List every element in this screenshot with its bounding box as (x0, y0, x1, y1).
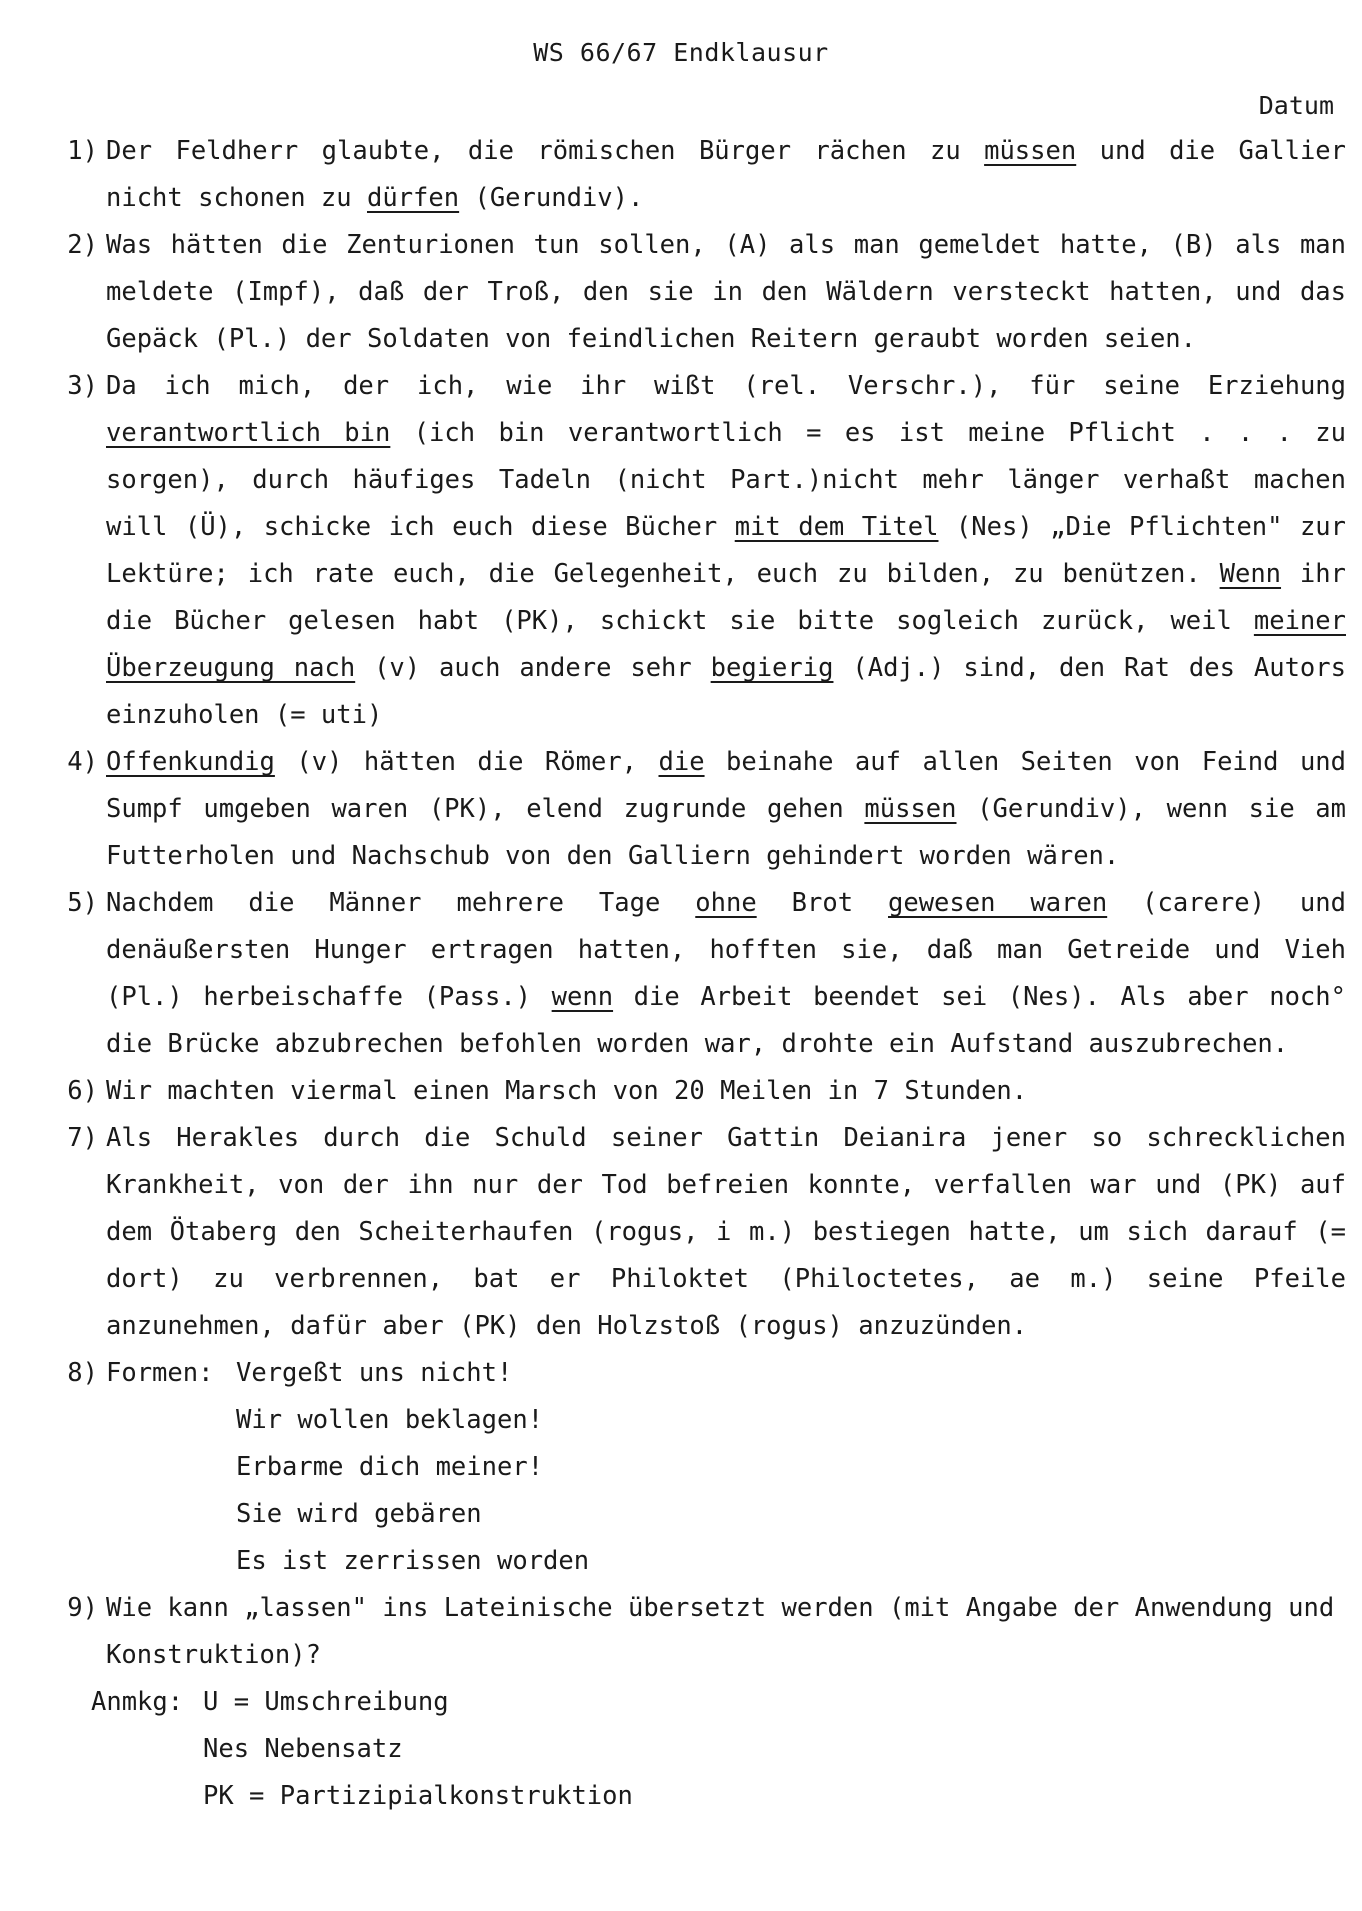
task-item-4 (46, 739, 1346, 880)
underlined-phrase: gewesen waren (888, 888, 1108, 918)
task-item-7 (46, 1115, 1346, 1350)
note-block (46, 1679, 1346, 1820)
task-list (46, 128, 1346, 1350)
text-span: Wir machten viermal einen Marsch von 20 Meilen in 7 Stunden. (106, 1076, 1028, 1106)
text-span: die Arbeit beendet sei (Nes). Als aber noch° die Brücke abzubrechen befohlen worden war, drohte ein Aufstand auszubrechen. (106, 982, 1346, 1059)
task-item-5 (46, 880, 1346, 1068)
task-number: 7) (67, 1123, 98, 1153)
note-line: Nes Nebensatz (203, 1734, 403, 1764)
forms-label: Formen: (106, 1358, 214, 1388)
task-number: 5) (67, 888, 98, 918)
form-line: Vergeßt uns nicht! (236, 1358, 513, 1388)
task-number: 9) (67, 1593, 98, 1623)
text-span: (carere) und denäußersten Hunger ertragen hatten, hofften sie, daß man Getreide und Vieh (Pl.) herbeischaffe (Pass.) (106, 888, 1346, 1012)
underlined-phrase: wenn (551, 982, 614, 1012)
form-line: Es ist zerrissen worden (236, 1546, 590, 1576)
task-text (106, 1115, 1346, 1350)
task-item-9 (46, 1585, 1346, 1679)
form-line: Erbarme dich meiner! (236, 1452, 544, 1482)
task-number: 2) (67, 230, 98, 260)
task-item-1 (46, 128, 1346, 222)
underlined-phrase: dürfen (367, 183, 460, 213)
underlined-phrase: mit dem Titel (734, 512, 939, 542)
text-span: Was hätten die Zenturionen tun sollen, (A) als man gemeldet hatte, (B) als man meldete (Impf), daß der Troß, den sie in den Wäldern versteckt hatten, und das Gepäck (Pl.) der Soldaten von feindlichen Reitern geraubt worden seien. (106, 230, 1346, 354)
text-span: beinahe auf allen Seiten von Feind und Sumpf umgeben waren (PK), elend zugrunde gehen (106, 747, 1346, 824)
text-span: (Gerundiv), wenn sie am Futterholen und Nachschub von den Galliern gehindert worden wären. (106, 794, 1346, 871)
note-label: Anmkg: (91, 1687, 184, 1717)
text-span: (ich bin verantwortlich = es ist meine Pflicht . . . zu sorgen), durch häufiges Tadeln (nicht Part.)nicht mehr länger verhaßt machen will (Ü), schicke ich euch diese Bücher (106, 418, 1347, 542)
task-number: 1) (67, 136, 98, 166)
task-item-3 (46, 363, 1346, 739)
form-line: Wir wollen beklagen! (236, 1405, 544, 1435)
underlined-phrase: Offenkundig (106, 747, 275, 777)
underlined-phrase: meiner Überzeugung nach (106, 606, 1346, 683)
task-text (106, 880, 1346, 1068)
task-text (106, 128, 1346, 222)
underlined-phrase: müssen (864, 794, 957, 824)
underlined-phrase: ohne (695, 888, 757, 918)
forms-block (106, 1350, 1346, 1585)
task-text (106, 739, 1346, 880)
task-number: 3) (67, 371, 98, 401)
text-span: Nachdem die Männer mehrere Tage (106, 888, 696, 918)
note-line: PK = Partizipialkonstruktion (203, 1781, 633, 1811)
date-label: Datum (1258, 91, 1334, 120)
exam-body (46, 128, 1346, 1820)
task-number: 8) (67, 1358, 98, 1388)
task-item-6 (46, 1068, 1346, 1115)
text-span: (Adj.) sind, den Rat des Autors einzuholen (= uti) (106, 653, 1346, 730)
underlined-phrase: Wenn (1219, 559, 1282, 589)
page-title: WS 66/67 Endklausur (533, 38, 829, 67)
text-span: Als Herakles durch die Schuld seiner Gattin Deianira jener so schrecklichen Krankheit, von der ihn nur der Tod befreien konnte, verfallen war und (PK) auf dem Ötaberg den Scheiterhaufen (rogus, i m.) bestiegen hatte, um sich darauf (= dort) zu verbrennen, bat er Philoktet (Philoctetes, ae m.) seine Pfeile anzunehmen, dafür aber (PK) den Holzstoß (rogus) anzuzünden. (106, 1123, 1346, 1341)
underlined-phrase: müssen (984, 136, 1077, 166)
text-span: und die Gallier nicht schonen zu (106, 136, 1347, 213)
task-item-8 (46, 1350, 1346, 1585)
underlined-phrase: verantwortlich bin (106, 418, 391, 448)
text-span: ihr die Bücher gelesen habt (PK), schickt sie bitte sogleich zurück, weil (106, 559, 1346, 636)
underlined-phrase: die (658, 747, 705, 777)
note-line: U = Umschreibung (203, 1687, 449, 1717)
task-text (106, 1068, 1346, 1115)
task-item-2 (46, 222, 1346, 363)
text-span: (v) auch andere sehr (355, 653, 711, 683)
text-span: (Nes) „Die Pflichten" zur Lektüre; ich rate euch, die Gelegenheit, euch zu bilden, zu benützen. (106, 512, 1346, 589)
text-span: Da ich mich, der ich, wie ihr wißt (rel. Verschr.), für seine Erziehung (106, 371, 1346, 401)
text-span: Der Feldherr glaubte, die römischen Bürger rächen zu (106, 136, 985, 166)
task-number: 6) (67, 1076, 98, 1106)
form-line: Sie wird gebären (236, 1499, 482, 1529)
task-text (106, 363, 1346, 739)
text-span: (v) hätten die Römer, (274, 747, 659, 777)
task-number: 4) (67, 747, 98, 777)
underlined-phrase: begierig (710, 653, 834, 683)
text-span: Brot (756, 888, 888, 918)
text-span: (Gerundiv). (459, 183, 644, 213)
task-text (106, 222, 1346, 363)
task-text: Wie kann „lassen" ins Lateinische übersetzt werden (mit Angabe der Anwendung und Konstruktion)? (106, 1593, 1335, 1670)
